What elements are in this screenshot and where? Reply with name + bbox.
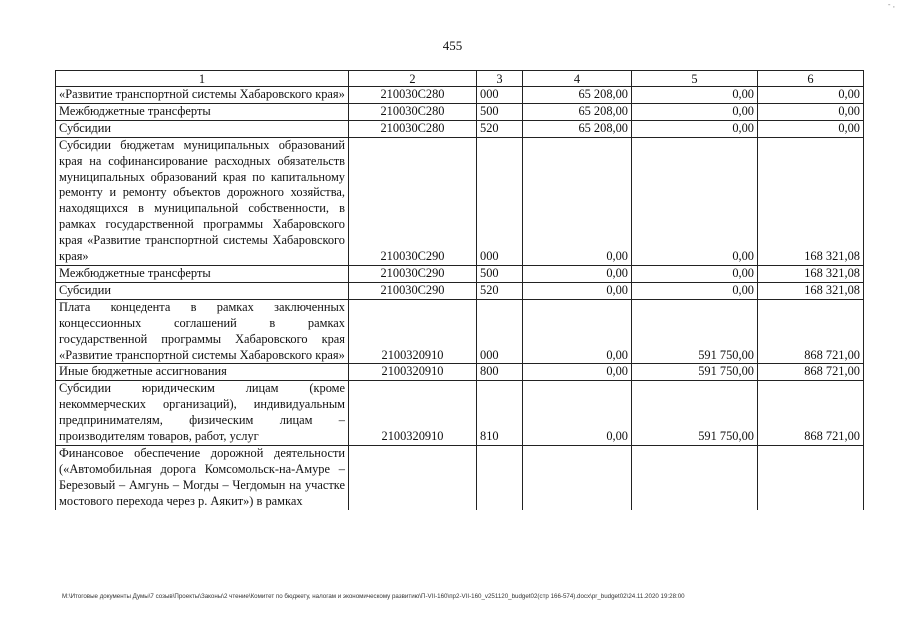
row-expense-type: 000	[477, 299, 523, 364]
row-amount-6: 868 721,00	[758, 299, 864, 364]
row-amount-6: 868 721,00	[758, 381, 864, 446]
row-description: Межбюджетные трансферты	[56, 265, 349, 282]
row-amount-5	[632, 445, 758, 509]
row-expense-type: 520	[477, 120, 523, 137]
row-expense-type: 000	[477, 137, 523, 265]
row-amount-5: 0,00	[632, 120, 758, 137]
row-target-code: 210030С290	[349, 137, 477, 265]
row-amount-4: 0,00	[523, 364, 632, 381]
row-description: Субсидии юридическим лицам (кроме некоммерческих организаций), индивидуальным предпринимателям, физическим лицам – производителям товаров, работ, услуг	[56, 381, 349, 446]
table-row	[56, 445, 864, 509]
row-expense-type: 000	[477, 87, 523, 104]
table-row	[56, 364, 864, 381]
row-amount-4: 65 208,00	[523, 87, 632, 104]
row-amount-6: 868 721,00	[758, 364, 864, 381]
row-amount-4: 0,00	[523, 282, 632, 299]
row-target-code: 2100320910	[349, 364, 477, 381]
row-expense-type: 500	[477, 265, 523, 282]
row-description: «Развитие транспортной системы Хабаровского края»	[56, 87, 349, 104]
row-amount-5: 591 750,00	[632, 299, 758, 364]
table-row	[56, 381, 864, 446]
header-col-6: 6	[758, 71, 864, 87]
row-amount-6	[758, 445, 864, 509]
row-description: Межбюджетные трансферты	[56, 103, 349, 120]
row-amount-5: 0,00	[632, 103, 758, 120]
row-description: Плата концедента в рамках заключенных концессионных соглашений в рамках государственной программы Хабаровского края «Развитие транспортной системы Хабаровского края»	[56, 299, 349, 364]
page-number: 455	[442, 38, 463, 53]
header-col-5: 5	[632, 71, 758, 87]
row-target-code: 2100320910	[349, 299, 477, 364]
row-amount-5: 0,00	[632, 87, 758, 104]
row-amount-4: 65 208,00	[523, 120, 632, 137]
row-target-code: 210030С290	[349, 282, 477, 299]
row-description: Субсидии	[56, 282, 349, 299]
row-amount-5: 591 750,00	[632, 381, 758, 446]
row-amount-5: 591 750,00	[632, 364, 758, 381]
row-amount-5: 0,00	[632, 137, 758, 265]
row-amount-4	[523, 445, 632, 509]
row-target-code: 2100320910	[349, 381, 477, 446]
row-amount-5: 0,00	[632, 282, 758, 299]
row-description: Субсидии бюджетам муниципальных образований края на софинансирование расходных обязательств муниципальных образований края по капитальному ремонту и ремонту объектов дорожного хозяйства, находящихся в муниципальной собственности, в рамках государственной программы Хабаровского края «Развитие транспортной системы Хабаровского края»	[56, 137, 349, 265]
corner-mark: - ,	[887, 0, 895, 9]
row-target-code	[349, 445, 477, 509]
row-expense-type: 800	[477, 364, 523, 381]
header-col-1: 1	[56, 71, 349, 87]
row-amount-6: 0,00	[758, 120, 864, 137]
row-expense-type: 520	[477, 282, 523, 299]
row-amount-5: 0,00	[632, 265, 758, 282]
row-expense-type: 500	[477, 103, 523, 120]
row-expense-type	[477, 445, 523, 509]
header-col-3: 3	[477, 71, 523, 87]
header-col-2: 2	[349, 71, 477, 87]
budget-table	[55, 70, 864, 510]
row-target-code: 210030С280	[349, 103, 477, 120]
row-amount-4: 65 208,00	[523, 103, 632, 120]
table-row	[56, 120, 864, 137]
row-target-code: 210030С280	[349, 120, 477, 137]
table-row	[56, 265, 864, 282]
row-expense-type: 810	[477, 381, 523, 446]
document-footer-path: М:\Итоговые документы Думы\7 созыв\Проекты\Законы\2 чтение\Комитет по бюджету, налогам и экономическому развитию\П-VII-160\пр2-VII-160_v251120_budget02(стр 166-574).docx\pr_budget02\24.11.2020 19:28:00	[62, 593, 685, 600]
table-row	[56, 137, 864, 265]
row-target-code: 210030С280	[349, 87, 477, 104]
row-amount-6: 168 321,08	[758, 137, 864, 265]
row-amount-4: 0,00	[523, 137, 632, 265]
table-row	[56, 87, 864, 104]
row-target-code: 210030С290	[349, 265, 477, 282]
row-amount-6: 0,00	[758, 103, 864, 120]
table-row	[56, 299, 864, 364]
row-amount-4: 0,00	[523, 381, 632, 446]
row-description: Иные бюджетные ассигнования	[56, 364, 349, 381]
row-description: Субсидии	[56, 120, 349, 137]
row-amount-6: 168 321,08	[758, 265, 864, 282]
row-amount-6: 168 321,08	[758, 282, 864, 299]
table-row	[56, 103, 864, 120]
row-description: Финансовое обеспечение дорожной деятельности («Автомобильная дорога Комсомольск-на-Амуре – Березовый – Амгунь – Могды – Чегдомын на участке мостового перехода через р. Аякит») в рамках	[56, 445, 349, 509]
row-amount-4: 0,00	[523, 299, 632, 364]
header-col-4: 4	[523, 71, 632, 87]
table-header-row	[56, 71, 864, 87]
row-amount-6: 0,00	[758, 87, 864, 104]
row-amount-4: 0,00	[523, 265, 632, 282]
table-row	[56, 282, 864, 299]
